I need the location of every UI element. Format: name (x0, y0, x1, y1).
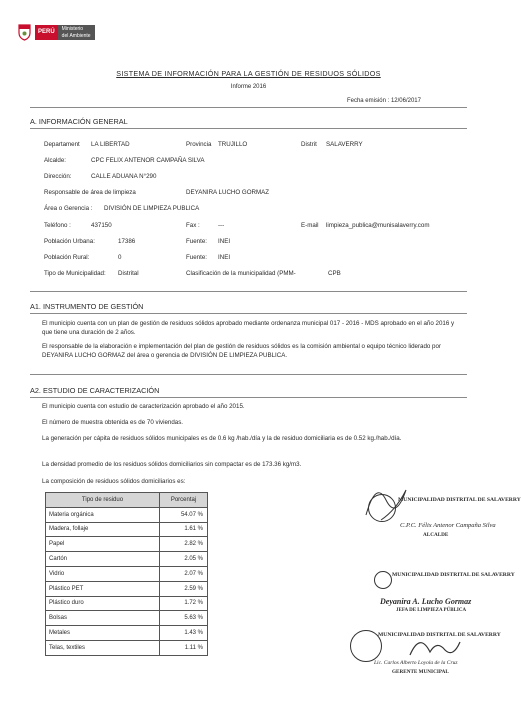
row-tipo: Telas, textiles (46, 640, 160, 655)
tipo-municipalidad-label: Tipo de Municipalidad: (44, 270, 106, 277)
divider (30, 107, 467, 108)
stamp-3-name: Lic. Carlos Alberto Loyola de la Cruz (374, 660, 458, 666)
a2-paragraph-generacion: La generación per cápita de residuos sólidos municipales es de 0.6 kg /hab./día y la de residuo domiciliaria es de 0.52 kg./hab./día. (42, 435, 402, 442)
row-tipo: Plástico duro (46, 596, 160, 611)
table-row (46, 626, 208, 641)
clasificacion-value: CPB (328, 270, 341, 277)
row-pct: 54.07 % (160, 507, 208, 522)
area-value: DIVISIÓN DE LIMPIEZA PUBLICA (104, 205, 200, 212)
stamp-1-role: ALCALDE (423, 532, 449, 538)
row-tipo: Metales (46, 626, 160, 641)
logo-country: PERÚ (35, 25, 58, 40)
fuente-rural-value: INEI (218, 254, 231, 261)
row-tipo: Cartón (46, 552, 160, 567)
clasificacion-label: Clasificación de la municipalidad (PMM- (186, 270, 296, 277)
row-pct: 5.63 % (160, 611, 208, 626)
provincia-value: TRUJILLO (218, 141, 248, 148)
a2-paragraph-muestra: El número de muestra obtenida es de 70 viviendas. (42, 419, 184, 426)
table-row (46, 581, 208, 596)
fuente-rural-label: Fuente: (186, 254, 207, 261)
table-row (46, 611, 208, 626)
responsable-value: DEYANIRA LUCHO GORMAZ (186, 189, 270, 196)
distrito-value: SALAVERRY (326, 141, 363, 148)
a2-paragraph-estudio: El municipio cuenta con estudio de caracterización aprobado el año 2015. (42, 403, 245, 410)
fuente-urbana-label: Fuente: (186, 238, 207, 245)
departamento-value: LA LIBERTAD (91, 141, 130, 148)
responsable-label: Responsable de área de limpieza (44, 189, 136, 196)
stamp-2-role: JEFA DE LIMPIEZA PÚBLICA (396, 608, 467, 613)
table-row (46, 640, 208, 655)
telefono-label: Teléfono : (44, 222, 71, 229)
alcalde-value: CPC FELIX ANTENOR CAMPAÑA SILVA (91, 157, 205, 164)
divider (30, 313, 467, 314)
logo-ministry-line1: Ministerio (61, 26, 84, 32)
row-pct: 2.82 % (160, 537, 208, 552)
row-pct: 1.61 % (160, 522, 208, 537)
section-general-heading: A. INFORMACIÓN GENERAL (30, 117, 128, 126)
row-tipo: Materia orgánica (46, 507, 160, 522)
table-row (46, 552, 208, 567)
poblacion-rural-value: 0 (118, 254, 122, 261)
stamp-3-title: MUNICIPALIDAD DISTRITAL DE SALAVERRY (378, 632, 501, 638)
ministry-logo (18, 24, 95, 41)
email-label: E-mail (301, 222, 319, 229)
municipal-seal-icon (374, 571, 392, 589)
fax-label: Fax : (186, 222, 200, 229)
section-a1-heading: A1. INSTRUMENTO DE GESTIÓN (30, 302, 144, 311)
table-row (46, 522, 208, 537)
emission-date: Fecha emisión : 12/06/2017 (346, 98, 421, 104)
row-pct: 2.07 % (160, 566, 208, 581)
document-title: SISTEMA DE INFORMACIÓN PARA LA GESTIÓN DE RESIDUOS SÓLIDOS (116, 69, 381, 78)
stamp-2-title: MUNICIPALIDAD DISTRITAL DE SALAVERRY (392, 572, 515, 578)
row-pct: 2.05 % (160, 552, 208, 567)
row-pct: 1.72 % (160, 596, 208, 611)
row-tipo: Plástico PET (46, 581, 160, 596)
stamp-1-title: MUNICIPALIDAD DISTRITAL DE SALAVERRY (398, 497, 521, 503)
table-header-row (46, 493, 208, 508)
a1-paragraph-responsable: El responsable de la elaboración e implementación del plan de gestión de residuos sólidos es la comisión ambiental o equipo técnico liderado por DEYANIRA LUCHO GORMAZ del área o gerencia de DIVISIÓN DE LIMPIEZA PUBLICA. (42, 343, 441, 359)
email-value: limpieza_publica@munisalaverry.com (326, 222, 430, 229)
telefono-value: 437150 (91, 222, 112, 229)
direccion-value: CALLE ADUANA N°290 (91, 173, 157, 180)
a2-paragraph-composicion: La composición de residuos sólidos domiciliarios es: (42, 478, 186, 485)
fax-value: --- (218, 222, 225, 229)
row-pct: 2.59 % (160, 581, 208, 596)
document-subtitle: Informe 2016 (230, 84, 267, 90)
poblacion-urbana-value: 17386 (118, 238, 136, 245)
composition-table (45, 492, 208, 656)
tipo-municipalidad-value: Distrital (118, 270, 139, 277)
a1-paragraph-plan: El municipio cuenta con un plan de gestión de residuos sólidos aprobado mediante ordenanza municipal 017 - 2016 - MDS aprobado en el año 2016 y que tiene una duración de 2 años. (42, 320, 455, 336)
coat-of-arms-icon (18, 24, 31, 41)
departamento-label: Departament (44, 141, 80, 148)
row-tipo: Madera, follaje (46, 522, 160, 537)
table-row (46, 596, 208, 611)
divider (30, 128, 467, 129)
row-tipo: Papel (46, 537, 160, 552)
divider (30, 291, 467, 292)
header-porcentaje: Porcentaj (160, 493, 208, 508)
direccion-label: Dirección: (44, 173, 72, 180)
stamp-3-role: GERENTE MUNICIPAL (392, 669, 449, 675)
section-a2-heading: A2. ESTUDIO DE CARACTERIZACIÓN (30, 386, 160, 395)
stamp-2-name: Deyanira A. Lucho Gormaz (380, 597, 472, 606)
row-tipo: Vidrio (46, 566, 160, 581)
row-pct: 1.11 % (160, 640, 208, 655)
logo-ministry (58, 25, 95, 40)
stamp-1-name: C.P.C. Félix Antenor Campaña Silva (400, 522, 496, 529)
area-label: Área o Gerencia : (44, 205, 93, 212)
divider (30, 374, 467, 375)
row-tipo: Bolsas (46, 611, 160, 626)
fuente-urbana-value: INEI (218, 238, 231, 245)
table-row (46, 537, 208, 552)
distrito-label: Distrit (301, 141, 317, 148)
alcalde-label: Alcalde: (44, 157, 67, 164)
logo-ministry-line2: del Ambiente (61, 32, 91, 39)
provincia-label: Provincia (186, 141, 212, 148)
a2-paragraph-densidad: La densidad promedio de los residuos sólidos domiciliarios sin compactar es de 173.36 kg/m3. (42, 461, 302, 468)
row-pct: 1.43 % (160, 626, 208, 641)
poblacion-urbana-label: Población Urbana: (44, 238, 95, 245)
header-tipo: Tipo de residuo (46, 493, 160, 508)
poblacion-rural-label: Población Rural: (44, 254, 90, 261)
table-row (46, 507, 208, 522)
divider (30, 397, 467, 398)
table-row (46, 566, 208, 581)
